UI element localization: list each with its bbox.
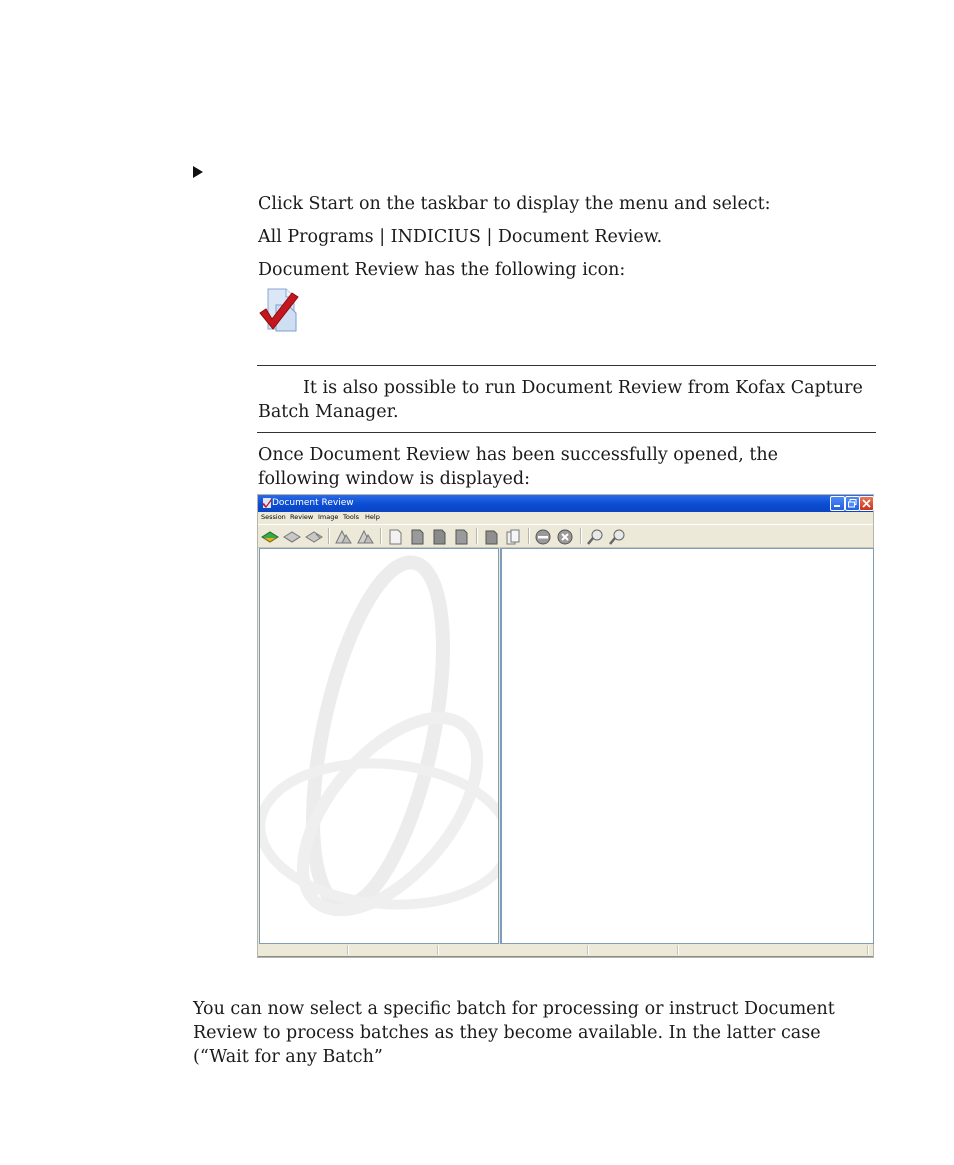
next-page-icon[interactable] [429,528,449,546]
last-page-icon[interactable] [451,528,471,546]
instruction-text-start: Click Start on the taskbar to display the menu and select: [258,194,771,214]
next-document-icon[interactable] [355,528,375,546]
bullet-marker [193,166,203,178]
zoom-in-icon[interactable] [585,528,605,546]
document-review-window [258,495,873,957]
status-cell [438,945,439,955]
close-button[interactable] [859,496,874,511]
menu-tools[interactable]: Tools [343,513,360,521]
zoom-out-icon[interactable] [607,528,627,546]
close-icon [860,497,873,510]
menu-help[interactable]: Help [365,513,380,521]
previous-page-icon[interactable] [407,528,427,546]
background-watermark [260,549,498,943]
note-top-rule [257,365,876,366]
instruction-text-path: All Programs | INDICIUS | Document Review. [258,227,663,247]
suspend-batch-icon[interactable] [282,528,302,546]
batch-tree-pane[interactable] [259,548,499,944]
window-title: Document Review [272,498,354,508]
split-page-icon[interactable] [503,528,523,546]
document-review-app-icon [258,287,302,333]
toolbar-separator [528,528,530,544]
previous-document-icon[interactable] [333,528,353,546]
menu-bar [258,512,873,523]
instruction-text-icon: Document Review has the following icon: [258,260,626,280]
reject-icon[interactable] [533,528,553,546]
status-cell [678,945,679,955]
status-cell [588,945,589,955]
status-bar [258,944,873,956]
window-titlebar [258,495,873,512]
minimize-button[interactable] [830,496,845,511]
menu-session[interactable]: Session [261,513,286,521]
note-text: It is also possible to run Document Review from Kofax Capture Batch Manager. [258,378,863,422]
restore-button[interactable] [845,496,860,511]
close-batch-icon[interactable] [304,528,324,546]
menu-image[interactable]: Image [318,513,339,521]
open-batch-icon[interactable] [260,528,280,546]
status-cell [348,945,349,955]
image-view-pane[interactable] [500,548,874,944]
restore-icon [846,497,859,510]
opened-window-text: Once Document Review has been successfully opened, the following window is displayed: [258,445,778,489]
batch-selection-text: You can now select a specific batch for processing or instruct Document Review to process batches as they become available. In the latter case (“Wait for any Batch” [193,999,835,1067]
toolbar-separator [580,528,582,544]
window-bottom-rule [258,956,873,957]
toolbar-separator [380,528,382,544]
menu-review[interactable]: Review [290,513,314,521]
toolbar [258,524,873,548]
note-bottom-rule [257,432,876,433]
toolbar-separator [476,528,478,544]
status-cell [868,945,869,955]
first-page-icon[interactable] [385,528,405,546]
rotate-page-icon[interactable] [481,528,501,546]
delete-icon[interactable] [555,528,575,546]
minimize-icon [831,497,844,510]
toolbar-separator [328,528,330,544]
